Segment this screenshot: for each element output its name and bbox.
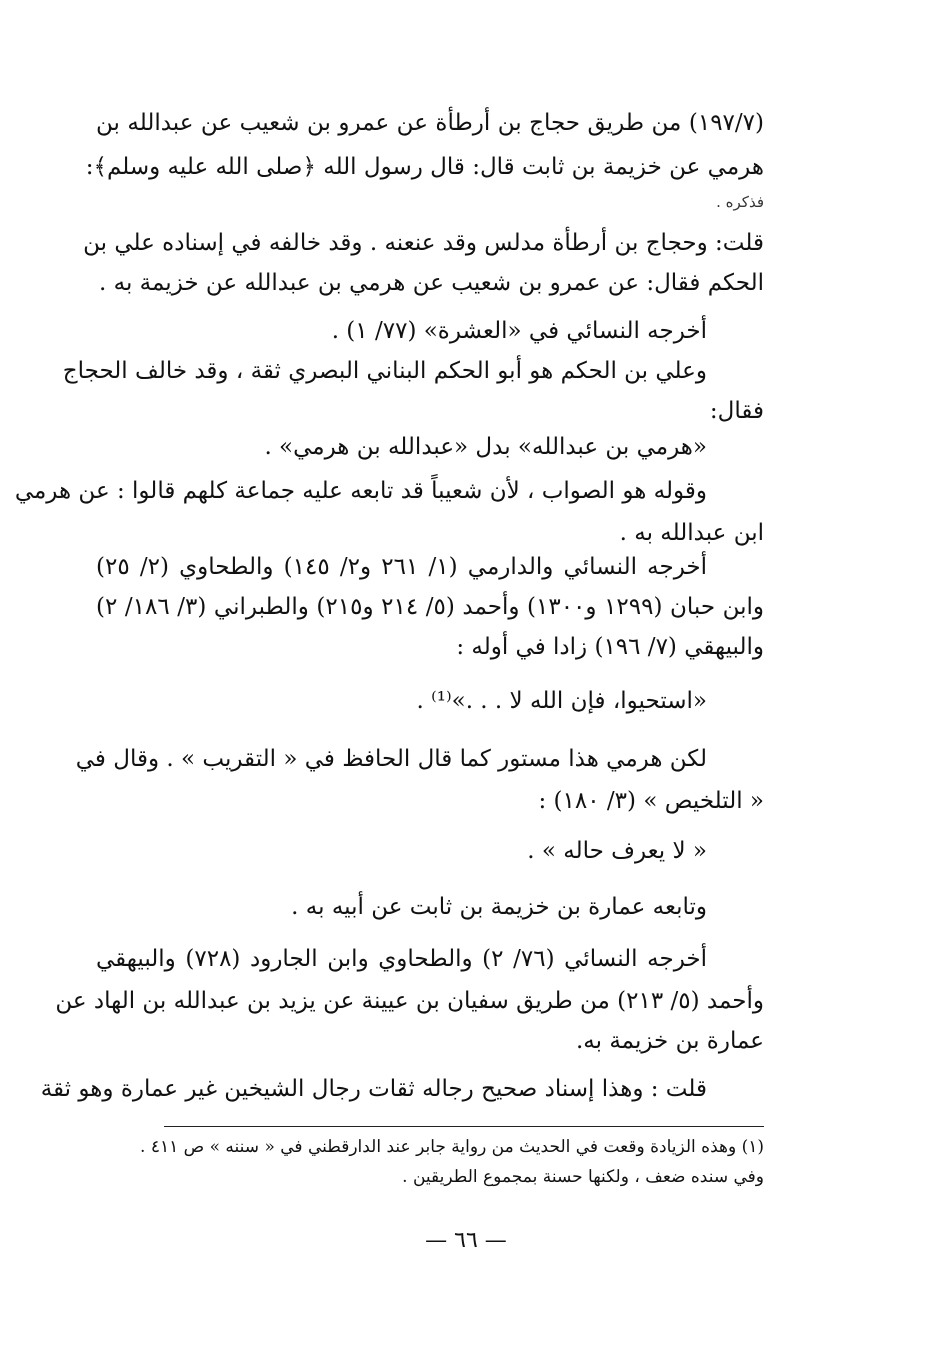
- text-line: أخرجه النسائي (٧٦/ ٢) والطحاوي وابن الجارود (٧٢٨) والبيهقي: [96, 946, 707, 972]
- quote-line: « لا يعرف حاله » .: [527, 838, 707, 864]
- text-line: الحكم فقال: عن عمرو بن شعيب عن هرمي بن عبدالله عن خزيمة به .: [99, 270, 764, 296]
- text-line: قلت : وهذا إسناد صحيح رجاله ثقات رجال الشيخين غير عمارة وهو ثقة: [40, 1076, 707, 1102]
- text-line: فذكره .: [716, 193, 764, 211]
- text-line: والبيهقي (٧/ ١٩٦) زادا في أوله :: [456, 634, 764, 660]
- quote-line: «هرمي بن عبدالله» بدل «عبدالله بن هرمي» .: [264, 434, 707, 460]
- footnote-line: (١) وهذه الزيادة وقعت في الحديث من رواية جابر عند الدارقطني في « سننه » ص ٤١١ .: [140, 1137, 764, 1157]
- text-line: وعلي بن الحكم هو أبو الحكم البناني البصري ثقة ، وقد خالف الحجاج: [62, 358, 707, 384]
- text-line: « التلخيص » (٣/ ١٨٠) :: [538, 788, 764, 814]
- text-line: وقوله هو الصواب ، لأن شعيباً قد تابعه عليه جماعة كلهم قالوا : عن هرمي: [14, 478, 707, 504]
- text-line: هرمي عن خزيمة بن ثابت قال: قال رسول الله ﴿صلى الله عليه وسلم﴾:: [85, 154, 764, 180]
- text-line: وتابعه عمارة بن خزيمة بن ثابت عن أبيه به .: [291, 894, 707, 920]
- text-line: (١٩٧/٧) من طريق حجاج بن أرطأة عن عمرو بن شعيب عن عبدالله بن: [96, 110, 764, 136]
- text-line: فقال:: [709, 398, 764, 424]
- text-line: ابن عبدالله به .: [619, 520, 764, 546]
- text-line: عمارة بن خزيمة به.: [575, 1028, 764, 1054]
- footnote-separator: [164, 1126, 764, 1127]
- text-line: وأحمد (٥/ ٢١٣) من طريق سفيان بن عيينة عن يزيد بن عبدالله بن الهاد عن: [55, 988, 764, 1014]
- text-line: لكن هرمي هذا مستور كما قال الحافظ في « التقريب » . وقال في: [75, 746, 707, 772]
- quote-line: «استحيوا، فإن الله لا . . .»⁽¹⁾ .: [416, 688, 707, 714]
- text-line: وابن حبان (١٢٩٩ و١٣٠٠) وأحمد (٥/ ٢١٤ و٢١٥) والطبراني (٣/ ١٨٦/ ٢): [96, 594, 765, 620]
- text-line: أخرجه النسائي والدارمي (١/ ٢٦١ و٢/ ١٤٥) والطحاوي (٢/ ٢٥): [96, 554, 708, 580]
- page-number: — ٦٦ —: [425, 1228, 507, 1253]
- text-line: قلت: وحجاج بن أرطأة مدلس وقد عنعنه . وقد خالفه في إسناده علي بن: [83, 230, 764, 256]
- text-line: أخرجه النسائي في «العشرة» (٧٧/ ١) .: [331, 318, 707, 344]
- footnote-line: وفي سنده ضعف ، ولكنها حسنة بمجموع الطريقين .: [402, 1167, 764, 1187]
